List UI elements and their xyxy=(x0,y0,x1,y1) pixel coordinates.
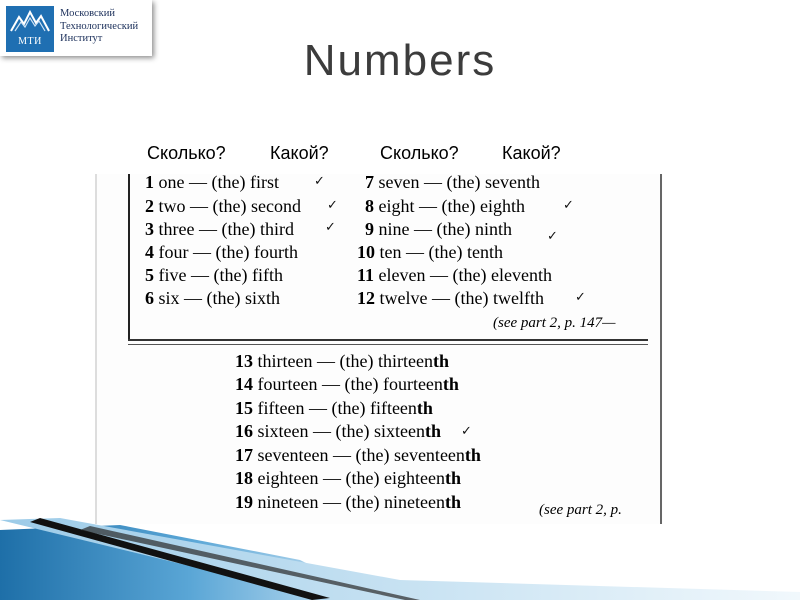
number-row xyxy=(235,351,449,372)
row-word: one xyxy=(158,172,185,192)
row-dash: — xyxy=(419,196,437,216)
row-ordinal: eleventh xyxy=(490,265,552,285)
number-row xyxy=(145,196,301,217)
row-number: 9 xyxy=(365,219,374,239)
row-ordinal: sixteen xyxy=(373,421,425,441)
row-ordinal: fourth xyxy=(253,242,298,262)
row-number: 1 xyxy=(145,172,154,192)
row-word: six xyxy=(158,288,180,308)
row-dash: — xyxy=(190,196,208,216)
logo-name-line: Технологический xyxy=(60,20,139,32)
row-ordinal: third xyxy=(259,219,294,239)
row-word: eighteen xyxy=(257,468,319,488)
row-number: 18 xyxy=(235,468,253,488)
number-row xyxy=(145,288,280,309)
row-article: (the) xyxy=(211,172,246,192)
header-left-cardinal: Сколько? xyxy=(147,143,226,163)
row-dash: — xyxy=(429,265,448,285)
row-ordinal: ninth xyxy=(474,219,512,239)
row-dash: — xyxy=(321,374,340,394)
row-word: fourteen xyxy=(257,374,318,394)
row-article: (the) xyxy=(206,288,241,308)
number-row xyxy=(357,265,552,286)
number-row xyxy=(145,265,283,286)
row-article: (the) xyxy=(339,351,374,371)
number-row xyxy=(145,172,279,193)
row-dash: — xyxy=(406,242,424,262)
row-article: (the) xyxy=(215,242,250,262)
row-word: seventeen xyxy=(257,445,329,465)
check-mark-icon: ✓ xyxy=(461,424,472,439)
row-suffix: th xyxy=(444,492,461,512)
row-word: nine xyxy=(378,219,410,239)
row-ordinal: seventeen xyxy=(393,445,465,465)
check-mark-icon: ✓ xyxy=(575,290,586,305)
row-dash: — xyxy=(322,492,341,512)
row-number: 16 xyxy=(235,421,253,441)
row-ordinal: fifth xyxy=(251,265,283,285)
row-number: 4 xyxy=(145,242,154,262)
header-right-ordinal: Какой? xyxy=(502,143,561,163)
row-article: (the) xyxy=(452,265,487,285)
row-word: seven xyxy=(378,172,420,192)
row-suffix: th xyxy=(432,351,449,371)
check-mark-icon: ✓ xyxy=(314,174,325,189)
scan-rule xyxy=(128,339,648,341)
page-reference: (see part 2, p. 147— xyxy=(493,315,616,331)
row-suffix: th xyxy=(416,398,433,418)
row-number: 19 xyxy=(235,492,253,512)
row-word: fifteen xyxy=(257,398,305,418)
row-number: 7 xyxy=(365,172,374,192)
header-right-cardinal: Сколько? xyxy=(380,143,459,163)
row-ordinal: tenth xyxy=(466,242,503,262)
row-word: four xyxy=(158,242,189,262)
row-dash: — xyxy=(189,172,207,192)
number-row xyxy=(357,288,544,309)
row-number: 12 xyxy=(357,288,375,308)
logo-name-line: Институт xyxy=(60,33,103,44)
number-row xyxy=(365,219,512,240)
row-suffix: th xyxy=(444,468,461,488)
row-dash: — xyxy=(431,288,450,308)
logo-name-line: Московский xyxy=(60,8,115,19)
row-suffix: th xyxy=(464,445,481,465)
row-word: nineteen xyxy=(257,492,319,512)
row-dash: — xyxy=(198,219,217,239)
row-article: (the) xyxy=(335,421,370,441)
scanned-numbers-table xyxy=(95,174,663,524)
number-row xyxy=(365,196,525,217)
row-ordinal: second xyxy=(250,196,301,216)
row-dash: — xyxy=(423,172,442,192)
row-suffix: th xyxy=(424,421,441,441)
number-row xyxy=(235,445,481,466)
row-dash: — xyxy=(332,445,351,465)
row-number: 2 xyxy=(145,196,154,216)
row-dash: — xyxy=(322,468,341,488)
row-article: (the) xyxy=(355,445,390,465)
row-dash: — xyxy=(316,351,335,371)
row-number: 13 xyxy=(235,351,253,371)
row-word: two xyxy=(158,196,186,216)
row-word: five xyxy=(158,265,187,285)
row-number: 8 xyxy=(365,196,374,216)
row-number: 14 xyxy=(235,374,253,394)
row-word: ten xyxy=(379,242,402,262)
row-article: (the) xyxy=(345,492,380,512)
row-ordinal: seventh xyxy=(484,172,540,192)
row-word: eight xyxy=(378,196,415,216)
row-number: 5 xyxy=(145,265,154,285)
row-ordinal: sixth xyxy=(245,288,281,308)
row-dash: — xyxy=(184,288,203,308)
row-dash: — xyxy=(414,219,432,239)
row-article: (the) xyxy=(344,374,379,394)
row-article: (the) xyxy=(446,172,481,192)
check-mark-icon: ✓ xyxy=(325,220,336,235)
row-number: 6 xyxy=(145,288,154,308)
number-row xyxy=(145,219,294,240)
row-word: twelve xyxy=(379,288,428,308)
row-dash: — xyxy=(308,398,327,418)
decorative-swoosh xyxy=(0,500,800,600)
number-row xyxy=(365,172,540,193)
row-ordinal: twelfth xyxy=(492,288,544,308)
number-row xyxy=(235,398,433,419)
row-word: eleven xyxy=(378,265,426,285)
number-row xyxy=(235,468,461,489)
row-ordinal: eighteen xyxy=(383,468,445,488)
row-number: 11 xyxy=(357,265,375,285)
check-mark-icon: ✓ xyxy=(327,198,338,213)
scan-edge xyxy=(95,174,97,524)
row-ordinal: eighth xyxy=(479,196,525,216)
row-article: (the) xyxy=(454,288,489,308)
row-ordinal: first xyxy=(249,172,279,192)
row-number: 17 xyxy=(235,445,253,465)
row-number: 10 xyxy=(357,242,375,262)
row-article: (the) xyxy=(345,468,380,488)
scan-rule xyxy=(128,174,130,339)
row-suffix: th xyxy=(442,374,459,394)
row-word: thirteen xyxy=(257,351,313,371)
row-ordinal: thirteen xyxy=(377,351,433,371)
number-row xyxy=(235,374,459,395)
row-article: (the) xyxy=(331,398,366,418)
logo-abbreviation: МТИ xyxy=(18,36,42,47)
check-mark-icon: ✓ xyxy=(563,198,574,213)
row-word: sixteen xyxy=(257,421,309,441)
check-mark-icon: ✓ xyxy=(547,229,558,244)
row-ordinal: fourteen xyxy=(382,374,443,394)
scan-rule xyxy=(660,174,662,524)
row-ordinal: nineteen xyxy=(383,492,445,512)
row-dash: — xyxy=(190,265,209,285)
page-reference: (see part 2, p. xyxy=(539,502,622,518)
header-left-ordinal: Какой? xyxy=(270,143,329,163)
number-row xyxy=(145,242,298,263)
row-number: 3 xyxy=(145,219,154,239)
number-row xyxy=(357,242,503,263)
row-ordinal: fifteen xyxy=(369,398,417,418)
row-article: (the) xyxy=(213,265,248,285)
scan-rule xyxy=(128,344,648,345)
row-number: 15 xyxy=(235,398,253,418)
row-word: three xyxy=(158,219,195,239)
row-article: (the) xyxy=(212,196,247,216)
mountain-icon xyxy=(10,9,50,33)
slide-title: Numbers xyxy=(303,36,497,85)
number-row xyxy=(235,421,441,442)
row-dash: — xyxy=(193,242,211,262)
row-dash: — xyxy=(313,421,331,441)
row-article: (the) xyxy=(436,219,471,239)
row-article: (the) xyxy=(441,196,476,216)
row-article: (the) xyxy=(221,219,256,239)
row-article: (the) xyxy=(428,242,463,262)
